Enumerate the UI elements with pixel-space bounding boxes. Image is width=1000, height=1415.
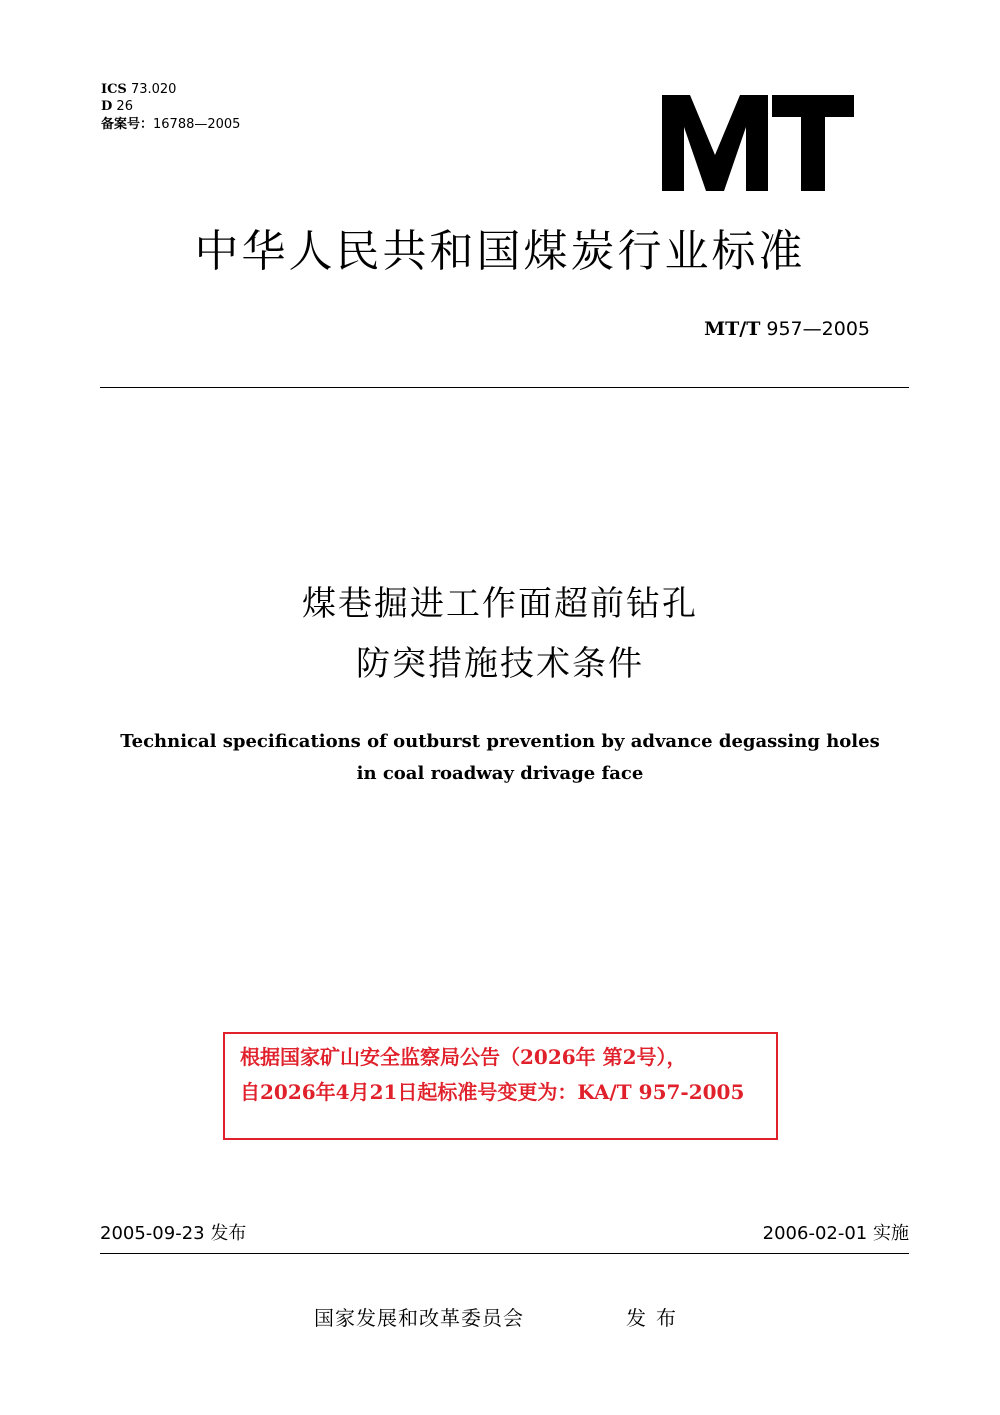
chinese-title-line-1: 煤巷掘进工作面超前钻孔 — [302, 584, 698, 624]
standard-number-value: 957—2005 — [766, 318, 870, 340]
ccs-classification — [101, 98, 133, 115]
english-title-line-1: Technical specifications of outburst prevention by advance degassing holes — [120, 731, 880, 752]
ccs-label: D — [101, 99, 113, 114]
notice-line-2: 自2026年4月21日起标准号变更为：KA/T 957-2005 — [240, 1080, 745, 1104]
standard-number — [704, 317, 870, 341]
filing-number: 16788—2005 — [153, 117, 241, 132]
bottom-divider — [100, 1253, 909, 1254]
industry-standard-title: 中华人民共和国煤炭行业标准 — [194, 226, 806, 277]
mt-logo — [660, 93, 856, 193]
top-divider — [100, 387, 909, 388]
publish-label: 发布 — [626, 1306, 686, 1330]
issue-date: 2005-09-23 发布 — [100, 1223, 247, 1244]
chinese-title-line-2: 防突措施技术条件 — [356, 644, 644, 684]
filing-label: 备案号： — [101, 117, 154, 132]
filing-record — [101, 116, 240, 133]
publisher-name: 国家发展和改革委员会 — [314, 1306, 524, 1330]
ics-label: ICS — [101, 82, 127, 97]
notice-line-1: 根据国家矿山安全监察局公告（2026年 第2号）， — [240, 1045, 687, 1069]
english-title-line-2: in coal roadway drivage face — [356, 763, 644, 784]
standard-number-prefix: MT/T — [704, 318, 761, 340]
implementation-date: 2006-02-01 实施 — [762, 1223, 909, 1244]
ccs-code: 26 — [116, 99, 133, 114]
logo-letter-t — [772, 95, 854, 191]
ics-code: 73.020 — [130, 82, 177, 97]
logo-letter-m — [662, 95, 768, 191]
ics-classification — [101, 81, 176, 98]
